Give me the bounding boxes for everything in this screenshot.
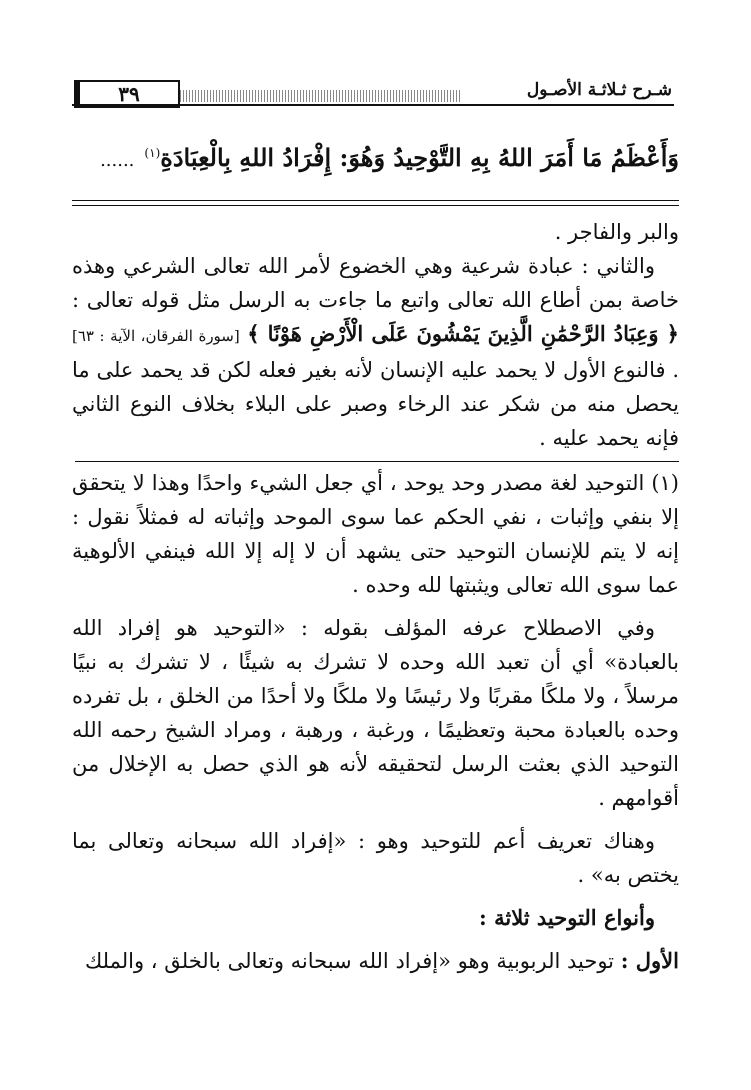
commentary-paragraph-1: (١) التوحيد لغة مصدر وحد يوحد ، أي جعل الشيء واحدًا وهذا لا يتحقق إلا بنفي وإثبات ، نفي الحكم عما سوى الموحد وإثباته له فمثلاً نقول : إنه لا يتم للإنسان التوحيد حتى يشهد أن لا إله إلا الله فينفي الألوهية عما سوى الله تعالى ويثبتها لله وحده .	[72, 471, 679, 597]
body-paragraph-2	[72, 249, 679, 455]
first-type-text: توحيد الربوبية وهو «إفراد الله سبحانه وتعالى بالخلق ، والملك	[84, 949, 615, 973]
commentary-paragraph-2: وفي الاصطلاح عرفه المؤلف بقوله : «التوحيد هو إفراد الله بالعبادة» أي أن تعبد الله وحده لا تشرك به شيئًا ، لا تشرك به نبيًا مرسلاً ، ولا ملكًا مقربًا ولا رئيسًا ولا ملكًا ولا أحدًا من الخلق ، بل تفرده وحده بالعبادة محبة وتعظيمًا ، ورغبة ، ورهبة ، ومراد الشيخ رحمه الله التوحيد الذي بعثت الرسل لتحقيقه لأنه هو الذي حصل به الإخلال من أقوامهم .	[72, 616, 679, 810]
page-body	[72, 215, 679, 978]
matn-line	[72, 132, 679, 182]
quran-verse: ﴿ وَعِبَادُ الرَّحْمَٰنِ الَّذِينَ يَمْشُونَ عَلَى الْأَرْضِ هَوْنًا ﴾	[247, 321, 679, 346]
matn-text: وَأَعْظَمُ مَا أَمَرَ اللهُ بِهِ التَّوْحِيدُ وَهُوَ: إِفْرَادُ اللهِ بِالْعِبَادَةِ	[160, 143, 679, 172]
body-paragraph-1: والبر والفاجر .	[554, 220, 679, 244]
commentary-heading-types: وأنواع التوحيد ثلاثة :	[479, 905, 655, 930]
running-title: شـرح ثـلاثـة الأصـول	[526, 80, 672, 100]
page-header	[72, 78, 674, 114]
separator-rule-bottom	[72, 205, 679, 206]
page-number: ٣٩	[74, 80, 180, 108]
commentary-paragraph-3: وهناك تعريف أعم للتوحيد وهو : «إفراد الله سبحانه وتعالى بما يختص به» .	[72, 829, 679, 887]
paragraph-2-intro: والثاني : عبادة شرعية وهي الخضوع لأمر الله تعالى الشرعي وهذه خاصة بمن أطاع الله تعالى واتبع ما جاءت به الرسل مثل قوله تعالى :	[72, 254, 679, 312]
commentary-separator	[75, 461, 679, 462]
footnote-marker: (١)	[144, 146, 161, 160]
separator-rule-top	[72, 200, 679, 201]
verse-reference: [سورة الفرقان، الآية : ٦٣]	[72, 327, 240, 345]
paragraph-2-rest: . فالنوع الأول لا يحمد عليه الإنسان لأنه بغير فعله لكن قد يحمد على ما يحصل منه من شكر عند الرخاء وصبر على البلاء بخلاف النوع الثاني فإنه يحمد عليه .	[72, 358, 679, 450]
header-ornament	[180, 90, 462, 102]
first-type-label: الأول :	[620, 948, 679, 973]
commentary-paragraph-5	[72, 944, 679, 978]
leader-dots: ......	[100, 150, 135, 171]
